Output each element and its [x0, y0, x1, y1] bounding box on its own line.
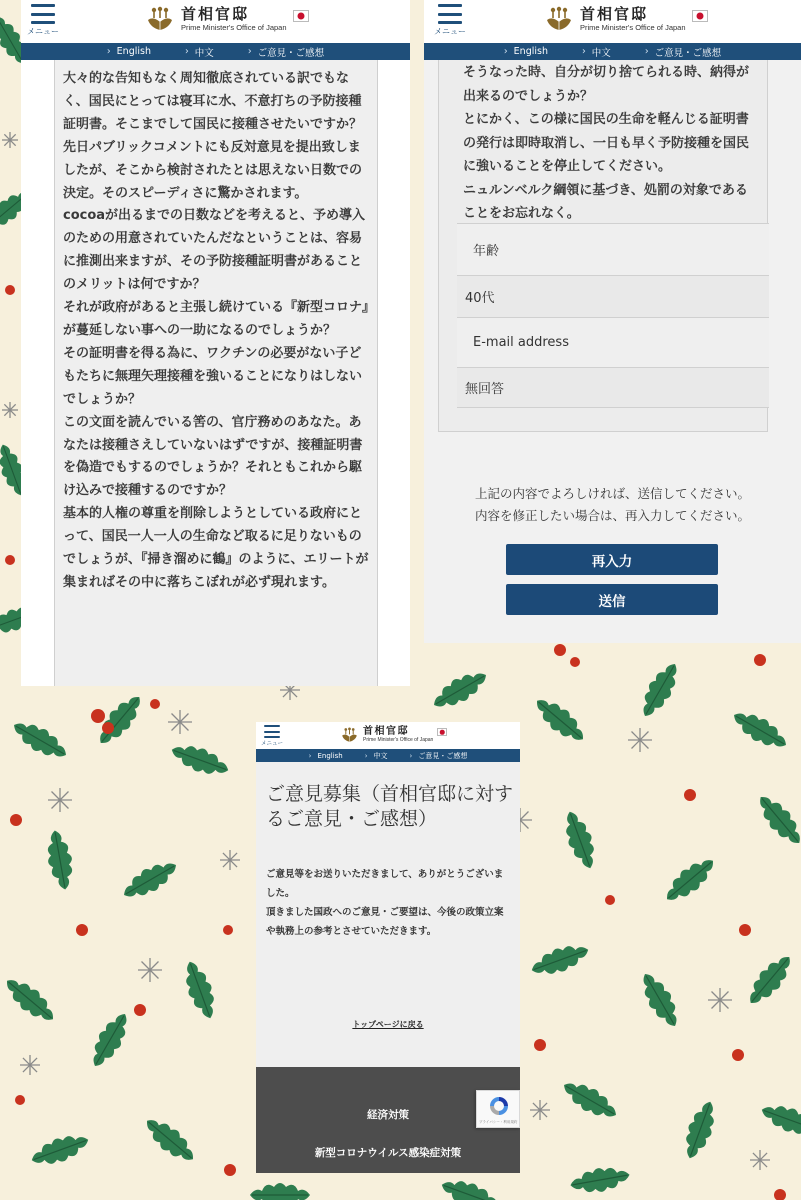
footer-link-covid[interactable]: 新型コロナウイルス感染症対策	[314, 1147, 462, 1159]
hamburger-icon	[264, 725, 280, 738]
holly-berry	[134, 1004, 146, 1016]
age-label: 年齢	[457, 223, 769, 275]
confirm-message-send: 上記の内容でよろしければ、送信してください。	[474, 486, 750, 501]
snowflake-icon	[2, 132, 18, 148]
confirm-message-edit: 内容を修正したい場合は、再入力してください。	[474, 508, 750, 523]
send-button[interactable]: 送信	[506, 584, 718, 615]
recaptcha-badge[interactable]	[476, 1090, 520, 1128]
nav-chinese[interactable]: › 中文	[365, 751, 388, 761]
holly-leaf	[558, 808, 601, 873]
holly-berry	[150, 699, 160, 709]
holly-leaf	[635, 968, 686, 1032]
recaptcha-icon	[487, 1094, 511, 1118]
menu-button[interactable]	[261, 725, 283, 747]
comment-text: そうなった時、自分が切り捨てられる時、納得が出来るのでしょうか？ とにかく、この様に国民の生命を軽んじる証明書の発行は即時取消し、一日も早く予防接種を国民に強いることを停止してください。 ニュルンベルク綱領に基づき、処罰の対象であることをお忘れなく。	[463, 65, 750, 221]
nav-feedback[interactable]: › ご意見・ご感想	[248, 45, 324, 59]
snowflake-icon	[138, 958, 162, 982]
thanks-screenshot-panel	[256, 722, 520, 1173]
holly-leaf	[168, 738, 233, 781]
age-value: 40代	[457, 275, 769, 317]
confirm-screenshot-panel	[424, 0, 801, 643]
snowflake-icon	[48, 788, 72, 812]
holly-leaf	[28, 1128, 93, 1171]
site-header	[424, 0, 801, 43]
menu-button[interactable]	[434, 4, 466, 37]
comment-textbox[interactable]	[54, 60, 378, 686]
hamburger-icon	[31, 4, 55, 24]
confirm-body	[424, 60, 801, 643]
holly-berry	[102, 722, 114, 734]
back-to-top-link[interactable]: トップページに戻る	[352, 1020, 424, 1029]
email-value: 無回答	[457, 367, 769, 408]
back-to-top-link-wrap	[256, 1019, 520, 1030]
site-header	[21, 0, 410, 43]
thanks-body	[256, 762, 520, 1068]
holly-berry	[91, 709, 105, 723]
holly-leaf	[8, 715, 72, 766]
menu-button[interactable]	[27, 4, 59, 37]
thanks-message: ご意見等をお送りいただきまして、ありがとうございました。 頂きました国政へのご意見・ご要望は、今後の政策立案や執務上の参考とさせていただきます。	[266, 869, 504, 937]
logo-title: 首相官邸	[580, 5, 649, 23]
holly-berry	[15, 1095, 25, 1105]
nav-english[interactable]: › English	[107, 46, 151, 57]
nav-feedback[interactable]: › ご意見・ご感想	[410, 751, 468, 761]
japan-flag-icon	[692, 10, 708, 22]
site-logo[interactable]	[340, 726, 447, 743]
holly-leaf	[742, 949, 799, 1010]
logo-subtitle: Prime Minister's Office of Japan	[580, 23, 686, 32]
recaptcha-label: プライバシー・利用規約	[479, 1120, 518, 1124]
holly-berry	[774, 1189, 786, 1200]
holly-leaf	[250, 1183, 310, 1200]
comment-screenshot-panel	[21, 0, 410, 686]
confirm-instructions	[424, 483, 801, 527]
holly-berry	[554, 644, 566, 656]
nav-english[interactable]: › English	[309, 752, 343, 760]
holly-berry	[684, 789, 696, 801]
holly-leaf	[139, 1112, 200, 1169]
snowflake-icon	[750, 1150, 770, 1170]
holly-berry	[534, 1039, 546, 1051]
menu-label: メニュー	[27, 27, 59, 36]
holly-leaf	[438, 1173, 503, 1200]
holly-leaf	[118, 855, 182, 906]
holly-leaf	[752, 789, 801, 850]
holly-leaf	[568, 1163, 631, 1197]
paulownia-crest-icon	[340, 727, 359, 743]
holly-berry	[223, 925, 233, 935]
paulownia-crest-icon	[544, 6, 574, 32]
snowflake-icon	[168, 710, 192, 734]
language-nav	[424, 43, 801, 60]
confirm-form-table	[438, 60, 768, 432]
holly-leaf	[85, 1008, 136, 1072]
holly-leaf	[758, 1098, 801, 1141]
logo-subtitle: Prime Minister's Office of Japan	[363, 737, 434, 743]
holly-leaf	[728, 705, 792, 756]
japan-flag-icon	[293, 10, 309, 22]
holly-leaf	[528, 938, 593, 981]
snowflake-icon	[220, 850, 240, 870]
snowflake-icon	[530, 1100, 550, 1120]
holly-berry	[570, 657, 580, 667]
nav-english[interactable]: › English	[504, 46, 548, 57]
holly-leaf	[659, 852, 720, 909]
holly-leaf	[428, 665, 492, 716]
holly-berry	[5, 285, 15, 295]
holly-berry	[224, 1164, 236, 1176]
language-nav	[21, 43, 410, 60]
paulownia-crest-icon	[145, 6, 175, 32]
holly-leaf	[43, 828, 77, 891]
site-logo[interactable]	[544, 6, 708, 32]
hamburger-icon	[438, 4, 462, 24]
holly-berry	[732, 1049, 744, 1061]
holly-leaf	[178, 958, 221, 1023]
logo-title: 首相官邸	[363, 726, 409, 737]
logo-title: 首相官邸	[181, 5, 250, 23]
holly-leaf	[558, 1075, 622, 1126]
holly-leaf	[0, 972, 61, 1029]
comment-text: 大々的な告知もなく周知徹底されている訳でもなく、国民にとっては寝耳に水、不意打ちの予防接種証明書。そこまでして国民に接種させたいですか？ 先日パブリックコメントにも反対意見を提出致しましたが、そこから検討されたとは思えない日数での決定。そのスピーディさに驚かされます。 cocoaが出るまでの日数などを考えると、予め導入のための用意されていたんだなということは、容易に推測出来ますが、その予防接種証明書があることのメリットは何ですか？ それが政府があると主張し続けている『新型コロナ』が蔓延しない事への一助になるのでしょうか？ その証明書を得る為に、ワクチンの必要がない子どもたちに無理矢理接種を強いることになりはしないでしょうか？ この文面を読んでいる筈の、官庁務めのあなた。あなたは接種さえしていないはずですが、接種証明書を偽造でもするのでしょうか？それともこれから駆け込みで接種するのですか？ 基本的人権の尊重を削除しようとしている政府にとって、国民一人一人の生命など取るに足りないものでしょうが、『掃き溜めに鶴』のように、エリートが集まればその中に落ちこぼれが必ず現れます。	[63, 71, 369, 590]
holly-berry	[5, 555, 15, 565]
reenter-button[interactable]: 再入力	[506, 544, 718, 575]
snowflake-icon	[628, 728, 652, 752]
logo-subtitle: Prime Minister's Office of Japan	[181, 23, 287, 32]
site-header	[256, 722, 520, 749]
language-nav	[256, 749, 520, 762]
holly-leaf	[678, 1098, 721, 1163]
footer-link-economy[interactable]: 経済対策	[367, 1109, 409, 1121]
page-title: ご意見募集（首相官邸に対するご意見・ご感想）	[266, 783, 514, 830]
menu-label: メニュー	[434, 27, 466, 36]
holly-leaf	[635, 658, 686, 722]
snowflake-icon	[708, 988, 732, 1012]
nav-chinese[interactable]: › 中文	[185, 45, 214, 59]
menu-label: メニュー	[261, 741, 284, 747]
site-logo[interactable]	[145, 6, 309, 32]
holly-berry	[76, 924, 88, 936]
nav-chinese[interactable]: › 中文	[582, 45, 611, 59]
holly-berry	[739, 924, 751, 936]
japan-flag-icon	[437, 728, 447, 736]
snowflake-icon	[20, 1055, 40, 1075]
holly-berry	[605, 895, 615, 905]
email-label: E-mail address	[457, 317, 769, 367]
snowflake-icon	[2, 402, 18, 418]
nav-feedback[interactable]: › ご意見・ご感想	[645, 45, 721, 59]
holly-berry	[10, 814, 22, 826]
holly-leaf	[529, 692, 590, 749]
holly-berry	[754, 654, 766, 666]
